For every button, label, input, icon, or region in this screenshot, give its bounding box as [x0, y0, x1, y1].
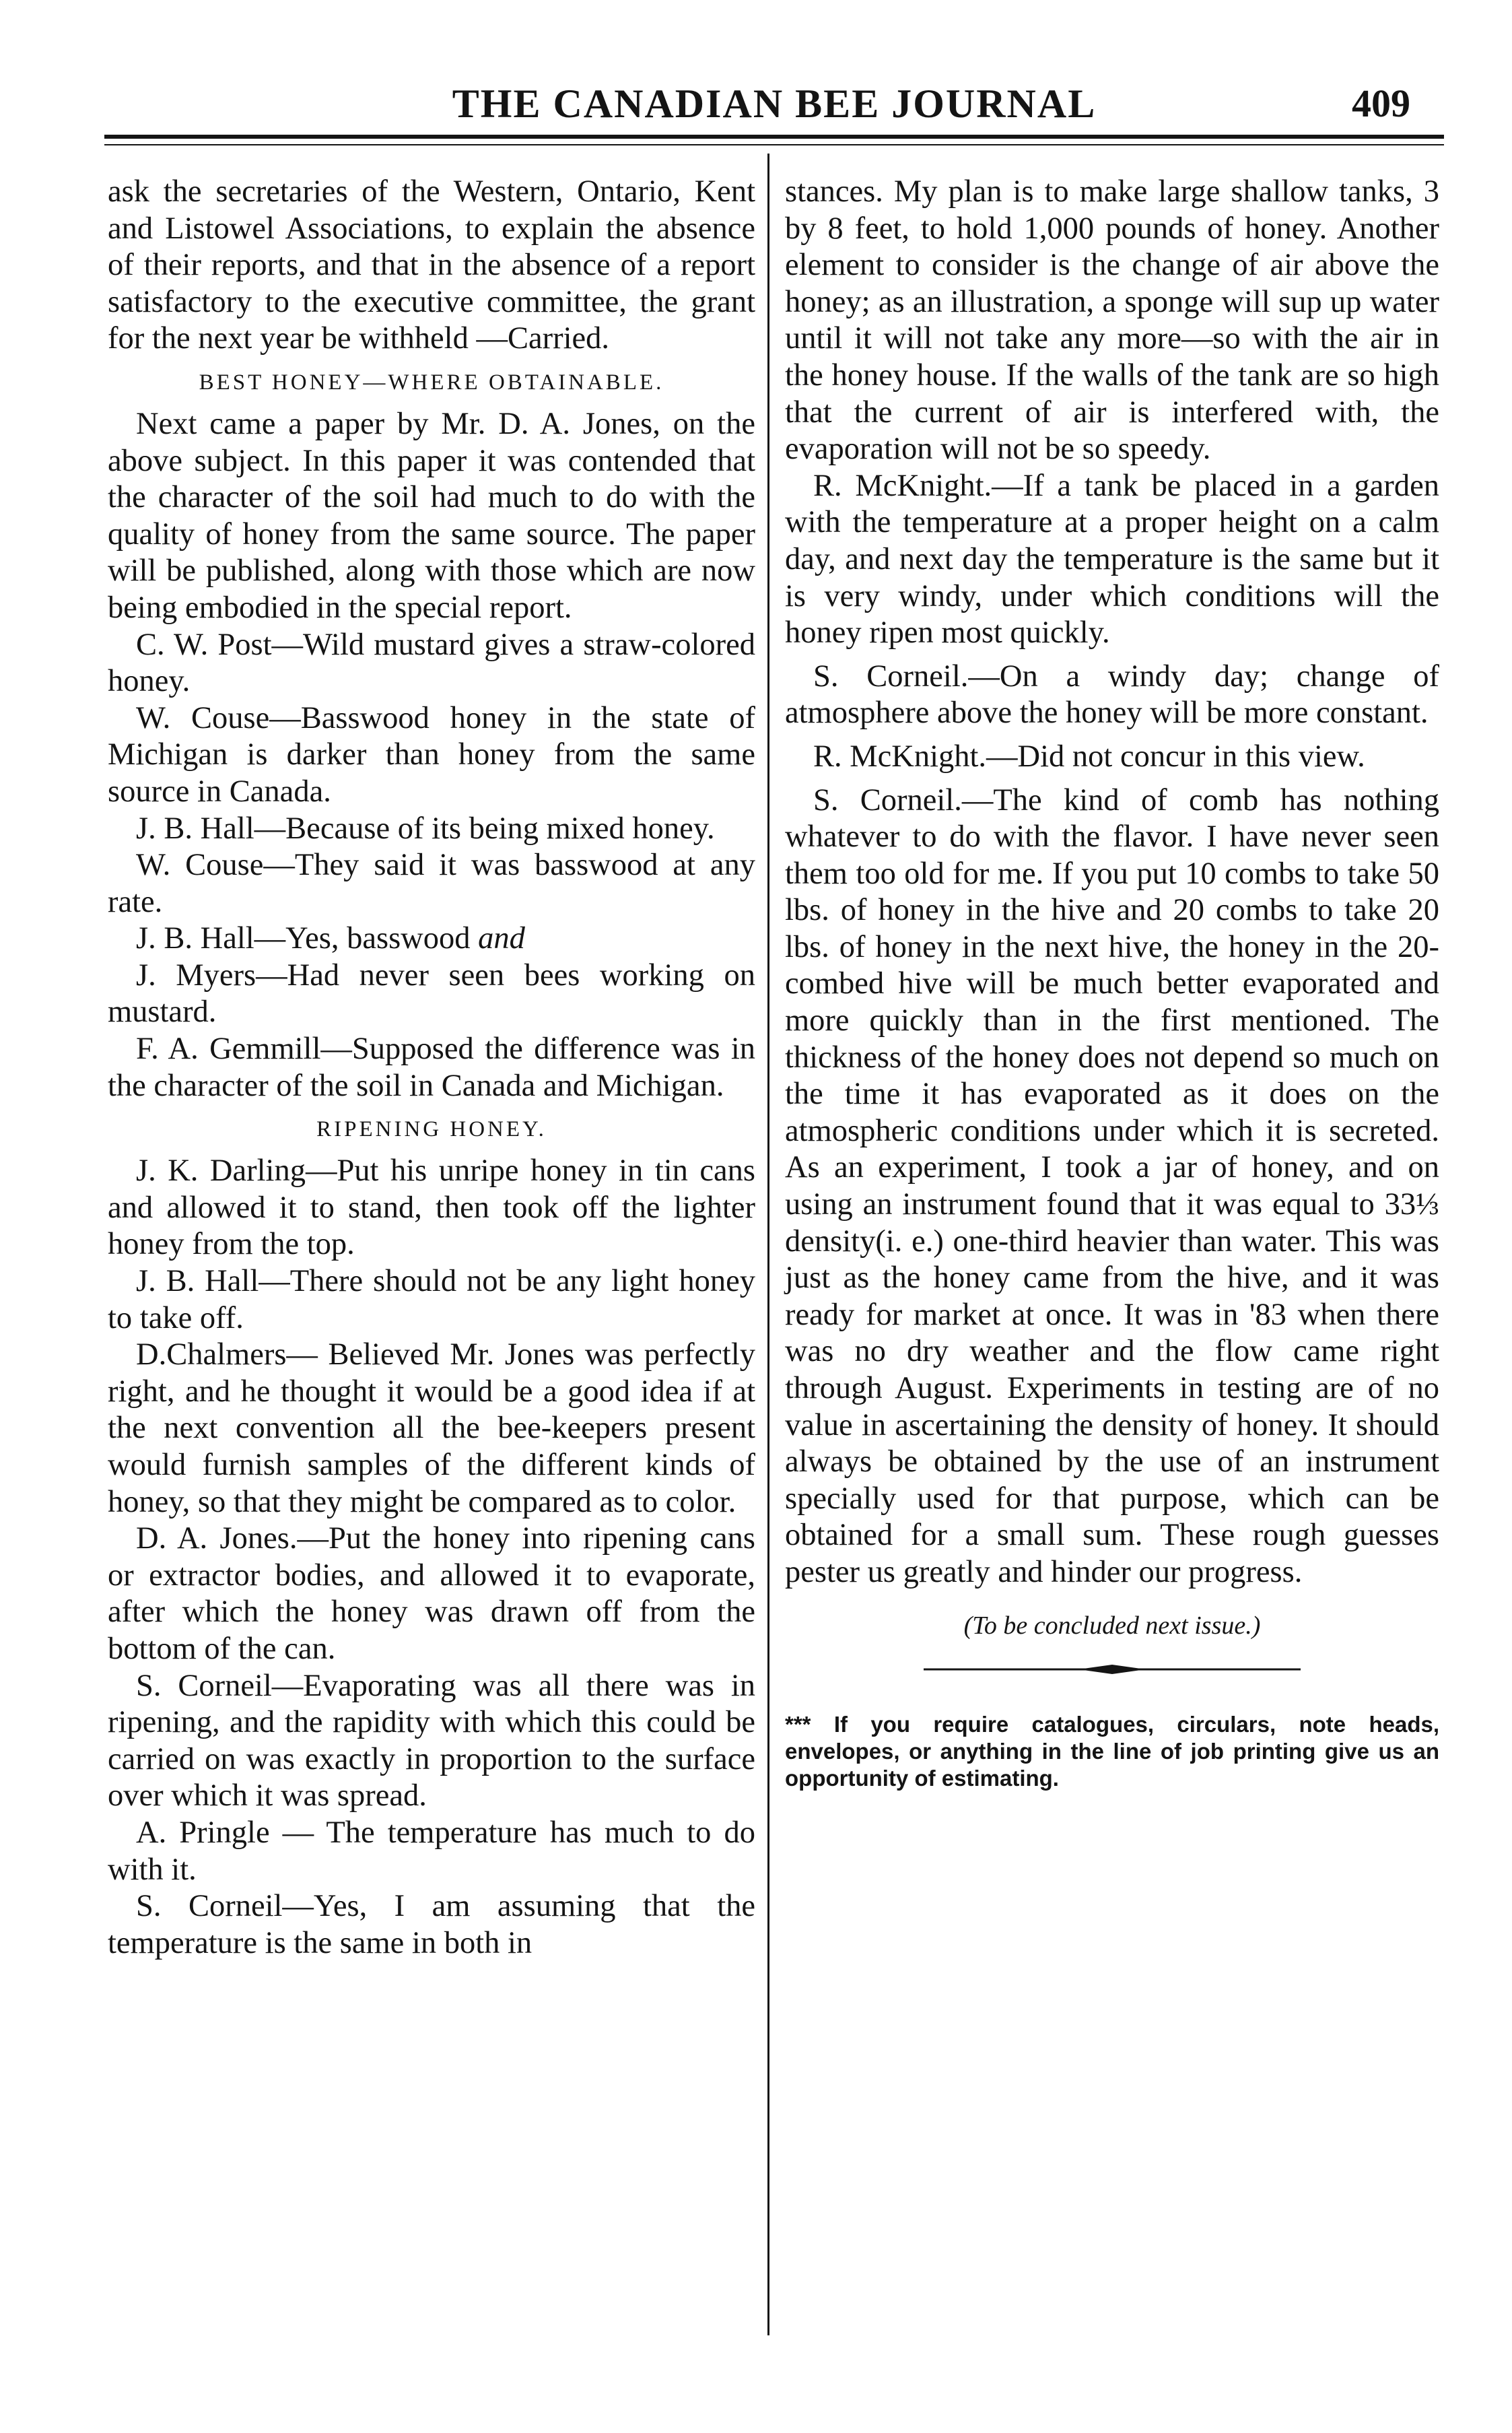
paragraph: J. B. Hall—Because of its being mixed honey. [136, 811, 715, 846]
journal-title: THE CANADIAN BEE JOURNAL [452, 81, 1097, 126]
paragraph: C. W. Post—Wild mustard gives a straw-colored honey. [108, 627, 755, 699]
paragraph: S. Corneil—Evaporating was all there was in ripening, and the rapidity with which this could be carried on was exactly in proportion to the surface over which it was spread. [108, 1668, 755, 1813]
paragraph: S. Corneil.—The kind of comb has nothing whatever to do with the flavor. I have never seen them too old for me. If you put 10 combs to take 50 lbs. of honey in the hive and 20 combs to take 20 lbs. of honey in the next hive, the honey in the 20-combed hive will be much better evaporated and more quickly than in the first mentioned. The thickness of the honey does not depend so much on the time it has evaporated as it does on the atmospheric conditions under which it is secreted. As an experiment, I took a jar of honey, and on using an instrument found that it was equal to 33⅓ density(i. e.) one-third heavier than water. This was just as the honey came from the hive, and it was ready for market at once. It was in '83 when there was no dry weather and the flow came right through August. Experiments in testing are of no value in ascertaining the density of honey. It should always be obtained by the use of an instrument specially used for that purpose, which can be obtained for a small sum. These rough guesses pester us greatly and hinder our progress. [785, 782, 1439, 1589]
paragraph: S. Corneil.—On a windy day; change of atmosphere above the honey will be more constant. [785, 659, 1439, 731]
paragraph [108, 921, 755, 958]
paragraph: A. Pringle — The temperature has much to do with it. [108, 1815, 755, 1887]
paragraph: J. K. Darling—Put his unripe honey in tin cans and allowed it to stand, then took off the lighter honey from the top. [108, 1154, 755, 1262]
paragraph: Next came a paper by Mr. D. A. Jones, on the above subject. In this paper it was contended that the character of the soil had much to do with the quality of honey from the same source. The paper will be published, along with those which are now being embodied in the special report. [108, 406, 755, 625]
paragraph: F. A. Gemmill—Supposed the difference was in the character of the soil in Canada and Michigan. [108, 1032, 755, 1103]
continued-note: (To be concluded next issue.) [963, 1611, 1261, 1640]
paragraph: W. Couse—They said it was basswood at any rate. [108, 848, 755, 919]
paragraph: W. Couse—Basswood honey in the state of Michigan is darker than honey from the same source in Canada. [108, 700, 755, 809]
page-number: 409 [1352, 81, 1410, 125]
section-heading-ripening-honey: RIPENING HONEY. [316, 1117, 547, 1142]
paragraph: R. McKnight.—Did not concur in this view. [813, 739, 1365, 774]
header-rule-thick [104, 135, 1444, 139]
paragraph: S. Corneil—Yes, I am assuming that the temperature is the same in both in [108, 1889, 755, 1960]
paragraph: R. McKnight.—If a tank be placed in a garden with the temperature at a proper height on a calm day, and next day the temperature is the same but it is very windy, under which conditions will the honey ripen most quickly. [785, 468, 1439, 651]
paragraph: D.Chalmers— Believed Mr. Jones was perfectly right, and he thought it would be a good idea if at the next convention all the bee-keepers present would furnish samples of the different kinds of honey, so that they might be compared as to color. [108, 1337, 755, 1519]
page-header [104, 79, 1444, 133]
right-column [785, 174, 1439, 1792]
paragraph-text: J. B. Hall—Yes, basswood [136, 921, 479, 956]
paragraph: stances. My plan is to make large shallow tanks, 3 by 8 feet, to hold 1,000 pounds of honey. Another element to consider is the change of air above the honey; as an illustration, a sponge will sup up water until it will not take any more—so with the air in the honey house. If the walls of the tank are so high that the current of air is interfered with, the evaporation will not be so speedy. [785, 174, 1439, 467]
section-heading-best-honey: BEST HONEY—WHERE OBTAINABLE. [199, 370, 664, 395]
left-column [108, 174, 755, 1962]
paragraph: ask the secretaries of the Western, Ontario, Kent and Listowel Associations, to explain the absence of their reports, and that in the absence of a report satisfactory to the executive committee, the grant for the next year be withheld —Carried. [108, 174, 755, 356]
paragraph: J. Myers—Had never seen bees working on mustard. [108, 958, 755, 1030]
header-rule-thin [104, 144, 1444, 145]
paragraph: J. B. Hall—There should not be any light honey to take off. [108, 1264, 755, 1335]
paragraph: D. A. Jones.—Put the honey into ripening cans or extractor bodies, and allowed it to evaporate, after which the honey was drawn off from the bottom of the can. [108, 1521, 755, 1666]
emphasis-text: and [478, 921, 525, 956]
ornament-rule [924, 1663, 1301, 1676]
job-printing-notice: *** If you require catalogues, circulars, note heads, envelopes, or anything in the line of job printing give us an opportunity of estimating. [785, 1711, 1439, 1791]
column-divider [767, 154, 769, 2335]
